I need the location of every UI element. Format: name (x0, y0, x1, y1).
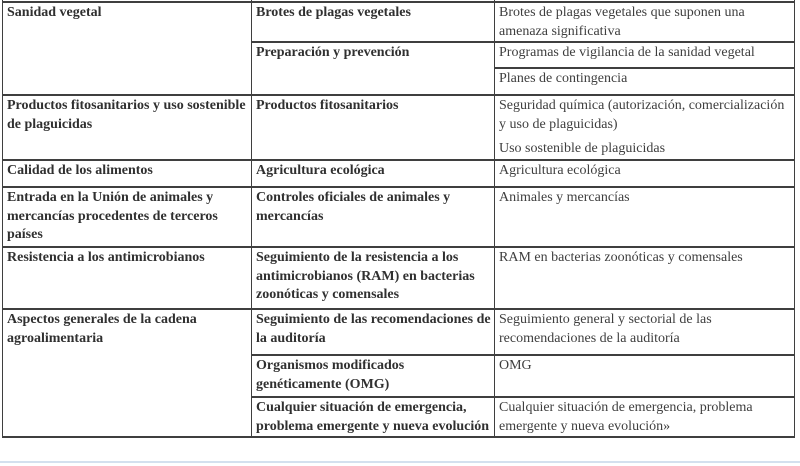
topic-cell: Cualquier situación de emergencia, problema emergente y nueva evolución (252, 397, 495, 437)
table-row (3, 187, 795, 247)
category-cell: Productos fitosanitarios y uso sostenible de plaguicidas (3, 95, 252, 160)
table-row (3, 95, 795, 160)
category-cell: Resistencia a los antimicrobianos (3, 247, 252, 309)
finding-cell (495, 95, 795, 160)
topic-cell: Brotes de plagas vegetales (252, 2, 495, 42)
audit-topics-table (2, 0, 795, 438)
category-cell: Entrada en la Unión de animales y mercancías procedentes de terceros países (3, 187, 252, 247)
topic-cell: Agricultura ecológica (252, 160, 495, 187)
finding-cell: Cualquier situación de emergencia, problema emergente y nueva evolución» (495, 397, 795, 437)
finding-cell: Brotes de plagas vegetales que suponen una amenaza significativa (495, 2, 795, 42)
topic-cell: Preparación y prevención (252, 42, 495, 95)
horizontal-rule (0, 461, 800, 463)
category-cell: Sanidad vegetal (3, 2, 252, 95)
topic-cell: Organismos modificados genéticamente (OMG) (252, 355, 495, 397)
table-row (3, 160, 795, 187)
category-cell: Aspectos generales de la cadena agroalimentaria (3, 309, 252, 437)
table-row (3, 247, 795, 309)
finding-cell: Seguimiento general y sectorial de las recomendaciones de la auditoría (495, 309, 795, 355)
topic-cell: Seguimiento de la resistencia a los antimicrobianos (RAM) en bacterias zoonóticas y comensales (252, 247, 495, 309)
topic-cell: Seguimiento de las recomendaciones de la auditoría (252, 309, 495, 355)
finding-cell: OMG (495, 355, 795, 397)
finding-cell: Programas de vigilancia de la sanidad vegetal (495, 42, 795, 68)
topic-cell: Productos fitosanitarios (252, 95, 495, 160)
category-cell: Calidad de los alimentos (3, 160, 252, 187)
finding-cell: RAM en bacterias zoonóticas y comensales (495, 247, 795, 309)
table-row (3, 2, 795, 42)
finding-cell: Animales y mercancías (495, 187, 795, 247)
finding-cell: Planes de contingencia (495, 68, 795, 95)
finding-paragraph: Uso sostenible de plaguicidas (499, 141, 666, 157)
topic-cell: Controles oficiales de animales y mercancías (252, 187, 495, 247)
finding-cell: Agricultura ecológica (495, 160, 795, 187)
finding-paragraph: Seguridad química (autorización, comercialización y uso de plaguicidas) (499, 98, 785, 132)
topics-table-container (2, 0, 797, 457)
table-row (3, 309, 795, 355)
